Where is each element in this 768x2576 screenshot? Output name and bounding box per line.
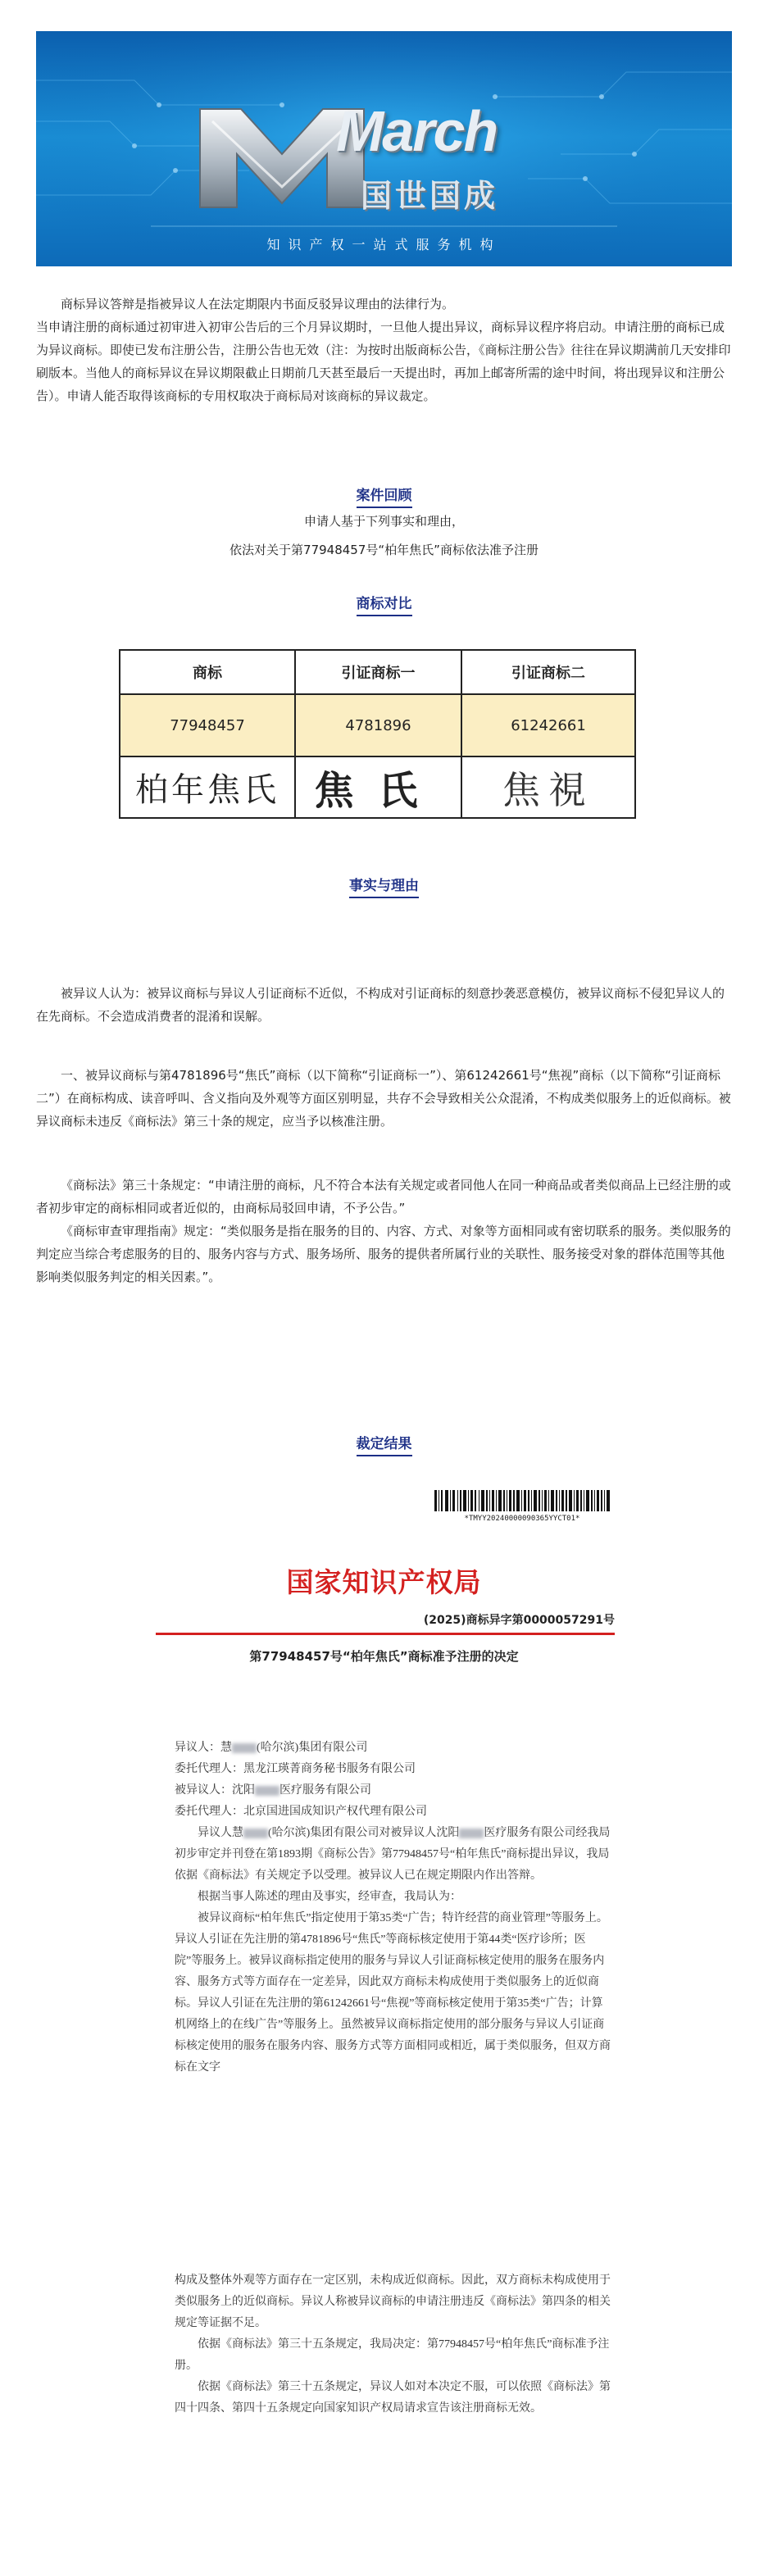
banner-slogan: 知识产权一站式服务机构 bbox=[266, 237, 502, 252]
facts-paragraph: 一、被异议商标与第4781896号“焦氏”商标（以下简称“引证商标一”）、第61242661号“焦视”商标（以下简称“引证商标二”）在商标构成、读音呼叫、含义指向及外观等方面区别明显，共存不会导致相关公众混淆，不构成类似服务上的近似商标。被异议商标未违反《商标法》第三十条的规定，应当予以核准注册。 bbox=[36, 1068, 731, 1129]
trademark-mark: 焦氏 bbox=[314, 768, 443, 814]
document-barcode bbox=[434, 1490, 610, 1523]
barcode-icon bbox=[434, 1490, 610, 1511]
document-red-rule bbox=[156, 1633, 615, 1635]
trademark-mark: 柏年焦氏 bbox=[135, 771, 279, 809]
column-header: 商标 bbox=[120, 650, 295, 694]
party-list bbox=[175, 1738, 611, 1823]
decision-paragraph: 构成及整体外观等方面存在一定区别，未构成近似商标。因此，双方商标未构成使用于类似服务上的近似商标。异议人称被异议商标的申请注册违反《商标法》第四条的相关规定等证据不足。 bbox=[175, 2274, 611, 2329]
decision-body-top bbox=[175, 1823, 611, 2079]
case-review-line-2: 依法对关于第77948457号“柏年焦氏”商标依法准予注册 bbox=[229, 543, 539, 557]
redacted-text bbox=[243, 1829, 268, 1838]
decision-body-bottom bbox=[175, 2270, 611, 2419]
case-review-heading: 案件回顾 bbox=[0, 484, 768, 504]
party-line: 异议人：慧 (哈尔滨)集团有限公司 bbox=[175, 1742, 368, 1754]
table-header-row bbox=[120, 650, 635, 694]
party-line: 委托代理人：黑龙江瑛菁商务秘书服务有限公司 bbox=[175, 1763, 416, 1775]
decision-paragraph: 依据《商标法》第三十五条规定，我局决定：第77948457号“柏年焦氏”商标准予注册。 bbox=[175, 2338, 610, 2372]
brand-name-chinese: 国世国成 bbox=[361, 178, 499, 214]
trademark-number: 4781896 bbox=[295, 694, 461, 756]
trademark-comparison-table bbox=[119, 649, 636, 819]
trademark-image-cell bbox=[295, 756, 461, 818]
column-header: 引证商标一 bbox=[295, 650, 461, 694]
column-header: 引证商标二 bbox=[461, 650, 635, 694]
redacted-text bbox=[232, 1743, 257, 1753]
party-line: 被异议人：沈阳 医疗服务有限公司 bbox=[175, 1784, 371, 1797]
trademark-number: 77948457 bbox=[120, 694, 295, 756]
facts-paragraph: 《商标审查审理指南》规定：“类似服务是指在服务的目的、内容、方式、对象等方面相同或有密切联系的服务。类似服务的判定应当综合考虑服务的目的、服务内容与方式、服务场所、服务的提供者所属行业的关联性、服务接受对象的群体范围等其他影响类似服务判定的相关因素。”。 bbox=[36, 1224, 731, 1284]
trademark-number: 61242661 bbox=[461, 694, 635, 756]
barcode-text: *TMYY20240000090365YYCT01* bbox=[464, 1515, 580, 1523]
decision-paragraph: 异议人慧 (哈尔滨)集团有限公司对被异议人沈阳 医疗服务有限公司经我局初步审定并刊登在第1893期《商标公告》第77948457号“柏年焦氏”商标提出异议，我局依据《商标法》有关规定予以受理。被异议人已在规定期限内作出答辩。 bbox=[175, 1827, 611, 1882]
document-issuer-title: 国家知识产权局 bbox=[286, 1566, 482, 1598]
redacted-text bbox=[459, 1829, 484, 1838]
decision-paragraph: 被异议商标“柏年焦氏”指定使用于第35类“广告；特许经营的商业管理”等服务上。异议人引证在先注册的第4781896号“焦氏”等商标核定使用于第44类“医疗诊所；医院”等服务上。被异议商标指定使用的服务与异议人引证商标核定使用的服务在服务内容、服务方式等方面存在一定差异，因此双方商标未构成使用于类似服务上的近似商标。异议人引证在先注册的第61242661号“焦视”等商标核定使用于第35类“广告；计算机网络上的在线广告”等服务上。虽然被异议商标指定使用的部分服务与异议人引证商标核定使用的服务在服务内容、服务方式等方面相同或相近，属于类似服务，但双方商标在文字 bbox=[175, 1912, 611, 2074]
trademark-mark: 焦視 bbox=[502, 767, 594, 812]
table-row-marks bbox=[120, 756, 635, 818]
party-line: 委托代理人：北京国进国成知识产权代理有限公司 bbox=[175, 1806, 427, 1818]
facts-heading: 事实与理由 bbox=[0, 874, 768, 894]
facts-paragraph: 《商标法》第三十条规定：“申请注册的商标，凡不符合本法有关规定或者同他人在同一种商品或者类似商品上已经注册的或者初步审定的商标相同或者近似的，由商标局驳回申请，不予公告。” bbox=[36, 1178, 731, 1215]
brand-name-english: March bbox=[336, 99, 498, 163]
intro-paragraph-2: 当申请注册的商标通过初审进入初审公告后的三个月异议期时，一旦他人提出异议，商标异议程序将启动。申请注册的商标已成为异议商标。即使已发布注册公告，注册公告也无效（注：为按时出版商标公告，《商标注册公告》往往在异议期满前几天安排印刷版本。当他人的商标异议在异议期限截止日期前几天甚至最后一天提出时，再加上邮寄所需的途中时间，将出现异议和注册公告）。申请人能否取得该商标的专用权取决于商标局对该商标的异议裁定。 bbox=[36, 320, 731, 403]
trademark-image-cell bbox=[120, 756, 295, 818]
trademark-image-cell bbox=[461, 756, 635, 818]
facts-paragraph: 被异议人认为：被异议商标与异议人引证商标不近似，不构成对引证商标的刻意抄袭恶意模仿，被异议商标不侵犯异议人的在先商标。不会造成消费者的混淆和误解。 bbox=[36, 986, 725, 1024]
document-number: (2025)商标异字第0000057291号 bbox=[423, 1614, 615, 1627]
document-subtitle: 第77948457号“柏年焦氏”商标准予注册的决定 bbox=[249, 1649, 519, 1664]
table-row-numbers bbox=[120, 694, 635, 756]
hero-banner bbox=[36, 31, 732, 266]
decision-paragraph: 根据当事人陈述的理由及事实，经审查，我局认为： bbox=[198, 1891, 461, 1903]
decision-paragraph: 依据《商标法》第三十五条规定，异议人如对本决定不服，可以依照《商标法》第四十四条、第四十五条规定向国家知识产权局请求宣告该注册商标无效。 bbox=[175, 2381, 611, 2415]
result-heading: 裁定结果 bbox=[0, 1432, 768, 1452]
redacted-text bbox=[255, 1786, 279, 1796]
intro-paragraph-1: 商标异议答辩是指被异议人在法定期限内书面反驳异议理由的法律行为。 bbox=[61, 297, 455, 311]
comparison-heading: 商标对比 bbox=[0, 592, 768, 612]
case-review-line-1: 申请人基于下列事实和理由， bbox=[303, 514, 464, 529]
